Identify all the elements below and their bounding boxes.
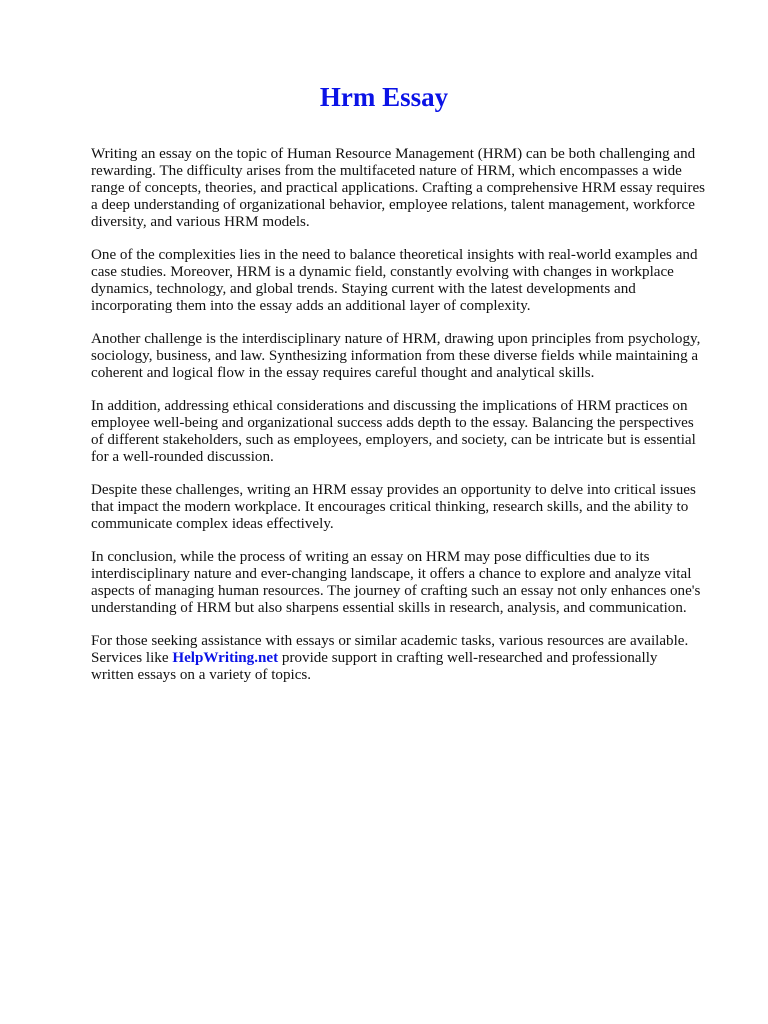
paragraph-line: In addition, addressing ethical considerations and discussing the implications of HRM practices on (91, 398, 688, 414)
paragraph-2 (91, 247, 731, 315)
paragraph-1 (91, 146, 731, 231)
paragraph-line: that impact the modern workplace. It encourages critical thinking, research skills, and the ability to (91, 499, 689, 515)
paragraph-line: dynamics, technology, and global trends. Staying current with the latest developments and (91, 281, 636, 297)
paragraph-6 (91, 549, 731, 617)
paragraph-line: For those seeking assistance with essays or similar academic tasks, various resources are available. (91, 633, 689, 649)
paragraph-line: rewarding. The difficulty arises from the multifaceted nature of HRM, which encompasses a wide (91, 163, 682, 179)
paragraph-line: employee well-being and organizational success adds depth to the essay. Balancing the perspectives (91, 415, 694, 431)
paragraph-line: In conclusion, while the process of writing an essay on HRM may pose difficulties due to its (91, 549, 650, 565)
closing-paragraph (91, 633, 731, 684)
paragraph-line: of different stakeholders, such as employees, employers, and society, can be intricate but is essential (91, 432, 696, 448)
paragraph-line: a deep understanding of organizational behavior, employee relations, talent management, workforce (91, 197, 695, 213)
paragraph-line (91, 650, 731, 667)
document-title: Hrm Essay (319, 82, 449, 112)
helpwriting-link[interactable]: HelpWriting.net (172, 650, 279, 666)
paragraph-line: for a well-rounded discussion. (91, 449, 274, 465)
paragraph-line: understanding of HRM but also sharpens essential skills in research, analysis, and communication. (91, 600, 687, 616)
paragraph-5 (91, 482, 731, 533)
paragraph-line: Writing an essay on the topic of Human Resource Management (HRM) can be both challenging and (91, 146, 696, 162)
services-text-after: provide support in crafting well-researched and professionally (278, 650, 658, 666)
paragraph-line: Another challenge is the interdisciplinary nature of HRM, drawing upon principles from psychology, (91, 331, 701, 347)
paragraph-line: sociology, business, and law. Synthesizing information from these diverse fields while maintaining a (91, 348, 699, 364)
paragraph-line: interdisciplinary nature and ever-changing landscape, it offers a chance to explore and analyze vital (91, 566, 692, 582)
paragraph-line: case studies. Moreover, HRM is a dynamic field, constantly evolving with changes in workplace (91, 264, 674, 280)
paragraph-line: written essays on a variety of topics. (91, 667, 312, 683)
paragraph-4 (91, 398, 731, 466)
document-body (91, 146, 731, 700)
paragraph-line: coherent and logical flow in the essay requires careful thought and analytical skills. (91, 365, 595, 381)
paragraph-line: One of the complexities lies in the need to balance theoretical insights with real-world examples and (91, 247, 698, 263)
paragraph-3 (91, 331, 731, 382)
services-text-before: Services like (91, 650, 173, 666)
paragraph-line: Despite these challenges, writing an HRM essay provides an opportunity to delve into critical issues (91, 482, 696, 498)
paragraph-line: communicate complex ideas effectively. (91, 516, 334, 532)
paragraph-line: diversity, and various HRM models. (91, 214, 310, 230)
paragraph-line: range of concepts, theories, and practical applications. Crafting a comprehensive HRM essay requires (91, 180, 706, 196)
paragraph-line: incorporating them into the essay adds an additional layer of complexity. (91, 298, 531, 314)
paragraph-line: aspects of managing human resources. The journey of crafting such an essay not only enhances one's (91, 583, 701, 599)
